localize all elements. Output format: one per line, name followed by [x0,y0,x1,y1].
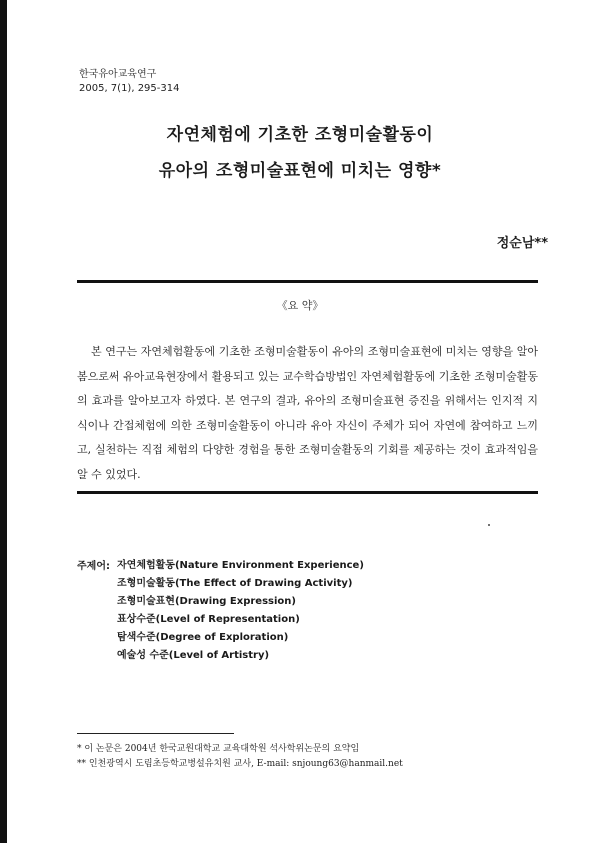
keyword-item: 조형미술활동(The Effect of Drawing Activity) [117,578,353,589]
bottom-rule [77,491,538,494]
keywords-label: 주제어: [77,561,110,572]
scan-speck [488,524,490,526]
journal-citation: 2005, 7(1), 295-314 [79,83,180,94]
title-line-2: 유아의 조형미술표현에 미치는 영향* [158,161,442,181]
footnotes [77,742,403,772]
keywords-list [117,557,364,665]
paper-title [0,117,600,189]
journal-name: 한국유아교육연구 [79,69,157,80]
top-rule [77,280,538,283]
journal-header [79,68,179,96]
keyword-item: 표상수준(Level of Representation) [117,614,300,625]
keyword-item: 탐색수준(Degree of Exploration) [117,632,289,643]
footnote-2: ** 인천광역시 도림초등학교병설유치원 교사, E-mail: snjoung63@hanmail.net [77,759,403,769]
footnote-1: * 이 논문은 2004년 한국교원대학교 교육대학원 석사학위논문의 요약임 [77,744,360,754]
abstract-heading: 《요 약》 [276,299,324,312]
title-line-1: 자연체험에 기초한 조형미술활동이 [166,125,434,145]
abstract-body: 본 연구는 자연체험활동에 기초한 조형미술활동이 유아의 조형미술표현에 미치는 영향을 알아봄으로써 유아교육현장에서 활용되고 있는 교수학습방법인 자연체험활동에 기초한 조형미술활동의 효과를 알아보고자 하였다. 본 연구의 결과, 유아의 조형미술표현 증진을 위해서는 인지적 지식이나 간접체험에 의한 조형미술활동이 아니라 유아 자신이 주체가 되어 자연에 참여하고 느끼고, 실천하는 직접 체험의 다양한 경험을 통한 조형미술활동의 기회를 제공하는 것이 효과적임을 알 수 있었다. [77,345,538,481]
abstract-section [77,340,538,488]
footnote-separator [77,733,234,734]
author-name: 정순남** [496,236,548,251]
keyword-item: 조형미술표현(Drawing Expression) [117,596,296,607]
keyword-item: 자연체험활동(Nature Environment Experience) [117,560,364,571]
keyword-item: 예술성 수준(Level of Artistry) [117,650,270,661]
